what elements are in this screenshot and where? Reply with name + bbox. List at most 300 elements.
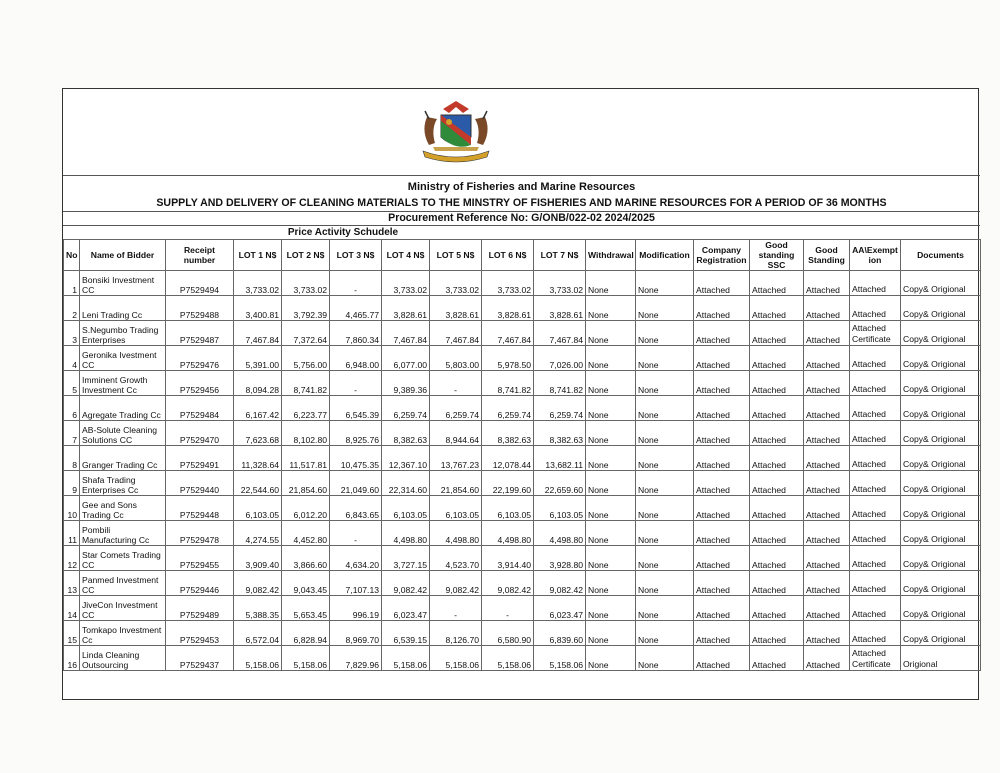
cell-company-reg: Attached [694,571,750,596]
cell-modification: None [636,396,694,421]
cell-modification: None [636,546,694,571]
cell-name: Star Comets Trading CC [80,546,166,571]
cell-lot2: 6,223.77 [282,396,330,421]
cell-receipt: P7529478 [166,521,234,546]
cell-receipt: P7529455 [166,546,234,571]
cell-lot4: 6,077.00 [382,346,430,371]
cell-lot7: 6,103.05 [534,496,586,521]
cell-lot4: 4,498.80 [382,521,430,546]
cell-modification: None [636,296,694,321]
cell-documents: Copy& Origional [901,571,981,596]
table-row [64,646,981,671]
cell-lot2: 7,372.64 [282,321,330,346]
cell-withdrawal: None [586,646,636,671]
cell-lot3: 7,860.34 [330,321,382,346]
column-header: Withdrawal [586,240,636,271]
cell-lot5: 9,082.42 [430,571,482,596]
cell-good-ssc: Attached [750,646,804,671]
cell-lot7: 13,682.11 [534,446,586,471]
cell-documents: Copy& Origional [901,296,981,321]
cell-lot2: 8,102.80 [282,421,330,446]
cell-good-standing: Attached [804,471,850,496]
cell-documents: Copy& Origional [901,446,981,471]
cell-documents: Copy& Origional [901,471,981,496]
cell-lot6: 3,733.02 [482,271,534,296]
cell-lot3: 4,634.20 [330,546,382,571]
cell-company-reg: Attached [694,521,750,546]
cell-lot1: 3,733.02 [234,271,282,296]
cell-lot6: 3,828.61 [482,296,534,321]
cell-name: Linda Cleaning Outsourcing [80,646,166,671]
cell-good-ssc: Attached [750,321,804,346]
cell-documents: Copy& Origional [901,346,981,371]
cell-lot6: 12,078.44 [482,446,534,471]
cell-lot3: - [330,521,382,546]
cell-name: Granger Trading Cc [80,446,166,471]
cell-receipt: P7529446 [166,571,234,596]
cell-lot6: 6,103.05 [482,496,534,521]
cell-lot7: 3,828.61 [534,296,586,321]
coat-of-arms-emblem [413,97,499,167]
cell-company-reg: Attached [694,496,750,521]
cell-lot1: 5,158.06 [234,646,282,671]
cell-lot3: 6,545.39 [330,396,382,421]
cell-lot5: - [430,596,482,621]
cell-good-ssc: Attached [750,346,804,371]
cell-aa: Attached Certificate [850,321,901,346]
cell-lot2: 5,158.06 [282,646,330,671]
cell-lot7: 3,733.02 [534,271,586,296]
cell-lot7: 22,659.60 [534,471,586,496]
cell-no: 3 [64,321,80,346]
cell-good-standing: Attached [804,371,850,396]
cell-withdrawal: None [586,396,636,421]
cell-documents: Copy& Origional [901,496,981,521]
table-row [64,546,981,571]
cell-lot2: 9,043.45 [282,571,330,596]
cell-documents: Copy& Origional [901,396,981,421]
cell-lot1: 11,328.64 [234,446,282,471]
table-body [64,271,981,671]
cell-receipt: P7529453 [166,621,234,646]
cell-no: 2 [64,296,80,321]
cell-modification: None [636,621,694,646]
cell-modification: None [636,421,694,446]
cell-name: Gee and Sons Trading Cc [80,496,166,521]
cell-documents: Copy& Origional [901,521,981,546]
cell-lot7: 7,467.84 [534,321,586,346]
cell-lot4: 8,382.63 [382,421,430,446]
cell-lot5: 21,854.60 [430,471,482,496]
cell-company-reg: Attached [694,396,750,421]
cell-lot6: 9,082.42 [482,571,534,596]
cell-lot6: 8,382.63 [482,421,534,446]
cell-good-ssc: Attached [750,296,804,321]
cell-lot1: 4,274.55 [234,521,282,546]
cell-good-ssc: Attached [750,446,804,471]
cell-no: 14 [64,596,80,621]
cell-documents: Origional [901,646,981,671]
cell-lot5: 5,158.06 [430,646,482,671]
table-row [64,371,981,396]
cell-lot3: 8,925.76 [330,421,382,446]
cell-lot4: 3,828.61 [382,296,430,321]
cell-lot1: 22,544.60 [234,471,282,496]
cell-receipt: P7529456 [166,371,234,396]
cell-documents: Copy& Origional [901,271,981,296]
cell-aa: Attached [850,521,901,546]
cell-company-reg: Attached [694,546,750,571]
cell-lot7: 6,023.47 [534,596,586,621]
cell-company-reg: Attached [694,271,750,296]
cell-good-ssc: Attached [750,396,804,421]
cell-lot6: 5,158.06 [482,646,534,671]
cell-good-ssc: Attached [750,521,804,546]
cell-receipt: P7529488 [166,296,234,321]
cell-name: Imminent Growth Investment Cc [80,371,166,396]
cell-no: 5 [64,371,80,396]
cell-lot1: 5,388.35 [234,596,282,621]
cell-lot7: 3,928.80 [534,546,586,571]
cell-withdrawal: None [586,296,636,321]
cell-withdrawal: None [586,521,636,546]
cell-withdrawal: None [586,621,636,646]
column-header: LOT 1 N$ [234,240,282,271]
table-row [64,596,981,621]
cell-lot3: - [330,371,382,396]
cell-good-standing: Attached [804,596,850,621]
cell-lot7: 5,158.06 [534,646,586,671]
cell-no: 15 [64,621,80,646]
cell-no: 16 [64,646,80,671]
cell-withdrawal: None [586,371,636,396]
cell-aa: Attached [850,496,901,521]
cell-withdrawal: None [586,546,636,571]
cell-lot5: 5,803.00 [430,346,482,371]
cell-company-reg: Attached [694,596,750,621]
cell-modification: None [636,521,694,546]
table-header-row [64,240,981,271]
cell-no: 7 [64,421,80,446]
cell-no: 4 [64,346,80,371]
column-header: LOT 3 N$ [330,240,382,271]
cell-lot4: 6,103.05 [382,496,430,521]
cell-lot4: 9,389.36 [382,371,430,396]
cell-lot1: 7,467.84 [234,321,282,346]
cell-documents: Copy& Origional [901,546,981,571]
table-row [64,396,981,421]
cell-lot4: 7,467.84 [382,321,430,346]
cell-no: 10 [64,496,80,521]
column-header: LOT 6 N$ [482,240,534,271]
cell-aa: Attached [850,571,901,596]
cell-aa: Attached [850,296,901,321]
cell-withdrawal: None [586,271,636,296]
cell-good-ssc: Attached [750,546,804,571]
table-row [64,496,981,521]
cell-lot6: 22,199.60 [482,471,534,496]
cell-receipt: P7529487 [166,321,234,346]
cell-modification: None [636,271,694,296]
cell-lot5: 6,103.05 [430,496,482,521]
cell-name: Geronika Ivestment CC [80,346,166,371]
tender-title: SUPPLY AND DELIVERY OF CLEANING MATERIALS TO THE MINSTRY OF FISHERIES AND MARINE RESOURCES FOR A PERIOD OF 36 MONTHS [156,197,887,209]
cell-lot3: 8,969.70 [330,621,382,646]
table-row [64,621,981,646]
cell-good-standing: Attached [804,321,850,346]
cell-lot5: 4,498.80 [430,521,482,546]
cell-lot2: 3,866.60 [282,546,330,571]
cell-lot3: 21,049.60 [330,471,382,496]
cell-lot2: 3,792.39 [282,296,330,321]
cell-receipt: P7529448 [166,496,234,521]
cell-good-ssc: Attached [750,421,804,446]
cell-good-standing: Attached [804,421,850,446]
cell-modification: None [636,471,694,496]
cell-documents: Copy& Origional [901,596,981,621]
cell-modification: None [636,371,694,396]
cell-modification: None [636,496,694,521]
cell-lot6: 8,741.82 [482,371,534,396]
cell-aa: Attached [850,621,901,646]
cell-lot5: 8,126.70 [430,621,482,646]
cell-lot2: 6,012.20 [282,496,330,521]
cell-withdrawal: None [586,571,636,596]
cell-modification: None [636,571,694,596]
cell-lot1: 5,391.00 [234,346,282,371]
cell-company-reg: Attached [694,621,750,646]
cell-receipt: P7529484 [166,396,234,421]
cell-good-ssc: Attached [750,621,804,646]
cell-lot3: 4,465.77 [330,296,382,321]
cell-good-ssc: Attached [750,271,804,296]
cell-lot5: 4,523.70 [430,546,482,571]
column-header: Documents [901,240,981,271]
cell-lot7: 4,498.80 [534,521,586,546]
cell-aa: Attached [850,546,901,571]
cell-name: AB-Solute Cleaning Solutions CC [80,421,166,446]
cell-company-reg: Attached [694,421,750,446]
cell-good-standing: Attached [804,546,850,571]
column-header: No [64,240,80,271]
table-row [64,321,981,346]
cell-company-reg: Attached [694,296,750,321]
cell-lot6: 6,580.90 [482,621,534,646]
cell-lot1: 3,400.81 [234,296,282,321]
cell-modification: None [636,596,694,621]
cell-aa: Attached [850,421,901,446]
cell-lot2: 21,854.60 [282,471,330,496]
cell-lot4: 6,259.74 [382,396,430,421]
cell-modification: None [636,321,694,346]
cell-withdrawal: None [586,471,636,496]
cell-company-reg: Attached [694,346,750,371]
cell-name: Agregate Trading Cc [80,396,166,421]
cell-no: 11 [64,521,80,546]
cell-aa: Attached [850,596,901,621]
column-header: Company Registration [694,240,750,271]
procurement-reference: Procurement Reference No: G/ONB/022-02 2024/2025 [388,212,655,224]
column-header: LOT 2 N$ [282,240,330,271]
cell-good-standing: Attached [804,496,850,521]
cell-lot4: 22,314.60 [382,471,430,496]
cell-withdrawal: None [586,421,636,446]
cell-lot5: 13,767.23 [430,446,482,471]
cell-aa: Attached [850,471,901,496]
cell-lot7: 9,082.42 [534,571,586,596]
table-row [64,446,981,471]
cell-lot1: 6,103.05 [234,496,282,521]
cell-lot3: 6,948.00 [330,346,382,371]
cell-lot5: 7,467.84 [430,321,482,346]
cell-lot1: 9,082.42 [234,571,282,596]
cell-receipt: P7529494 [166,271,234,296]
cell-lot7: 6,839.60 [534,621,586,646]
cell-lot1: 6,572.04 [234,621,282,646]
cell-lot2: 5,653.45 [282,596,330,621]
column-header: Receipt number [166,240,234,271]
table-row [64,571,981,596]
cell-lot2: 6,828.94 [282,621,330,646]
cell-lot1: 3,909.40 [234,546,282,571]
cell-lot2: 11,517.81 [282,446,330,471]
ministry-title: Ministry of Fisheries and Marine Resources [407,181,636,193]
cell-lot5: 3,733.02 [430,271,482,296]
cell-good-ssc: Attached [750,571,804,596]
cell-lot4: 12,367.10 [382,446,430,471]
cell-company-reg: Attached [694,446,750,471]
table-row [64,296,981,321]
price-activity-table [63,239,981,671]
column-header: Name of Bidder [80,240,166,271]
cell-lot2: 5,756.00 [282,346,330,371]
cell-company-reg: Attached [694,371,750,396]
cell-lot2: 4,452.80 [282,521,330,546]
cell-aa: Attached [850,346,901,371]
cell-lot3: 10,475.35 [330,446,382,471]
cell-good-standing: Attached [804,271,850,296]
cell-lot3: - [330,271,382,296]
cell-good-standing: Attached [804,521,850,546]
cell-withdrawal: None [586,596,636,621]
cell-lot5: 8,944.64 [430,421,482,446]
table-row [64,521,981,546]
cell-lot6: 5,978.50 [482,346,534,371]
cell-receipt: P7529489 [166,596,234,621]
cell-lot6: 4,498.80 [482,521,534,546]
cell-lot6: - [482,596,534,621]
cell-withdrawal: None [586,346,636,371]
cell-company-reg: Attached [694,471,750,496]
cell-documents: Copy& Origional [901,371,981,396]
cell-name: Pombili Manufacturing Cc [80,521,166,546]
tender-sheet [62,88,979,700]
cell-aa: Attached [850,371,901,396]
cell-name: Panmed Investment CC [80,571,166,596]
cell-lot6: 6,259.74 [482,396,534,421]
cell-lot6: 3,914.40 [482,546,534,571]
column-header: LOT 5 N$ [430,240,482,271]
cell-aa: Attached Certificate [850,646,901,671]
cell-name: S.Negumbo Trading Enterprises [80,321,166,346]
cell-lot1: 6,167.42 [234,396,282,421]
cell-lot2: 8,741.82 [282,371,330,396]
cell-modification: None [636,646,694,671]
cell-good-ssc: Attached [750,471,804,496]
cell-aa: Attached [850,396,901,421]
column-header: LOT 7 N$ [534,240,586,271]
cell-name: Shafa Trading Enterprises Cc [80,471,166,496]
cell-lot1: 8,094.28 [234,371,282,396]
table-row [64,471,981,496]
cell-withdrawal: None [586,446,636,471]
table-row [64,346,981,371]
cell-lot5: - [430,371,482,396]
cell-documents: Copy& Origional [901,421,981,446]
schedule-title: Price Activity Schudele [287,227,399,238]
cell-lot3: 6,843.65 [330,496,382,521]
cell-lot4: 6,023.47 [382,596,430,621]
column-header: Good Standing [804,240,850,271]
cell-lot4: 6,539.15 [382,621,430,646]
cell-receipt: P7529437 [166,646,234,671]
cell-company-reg: Attached [694,321,750,346]
cell-withdrawal: None [586,496,636,521]
column-header: AA\Exempt ion [850,240,901,271]
cell-lot4: 5,158.06 [382,646,430,671]
cell-no: 6 [64,396,80,421]
cell-good-ssc: Attached [750,371,804,396]
cell-no: 12 [64,546,80,571]
column-header: LOT 4 N$ [382,240,430,271]
cell-lot4: 3,727.15 [382,546,430,571]
cell-name: Leni Trading Cc [80,296,166,321]
column-header: Modification [636,240,694,271]
cell-good-standing: Attached [804,646,850,671]
table-row [64,271,981,296]
cell-no: 9 [64,471,80,496]
cell-lot7: 7,026.00 [534,346,586,371]
cell-receipt: P7529440 [166,471,234,496]
cell-lot3: 996.19 [330,596,382,621]
cell-good-standing: Attached [804,396,850,421]
cell-lot7: 8,741.82 [534,371,586,396]
cell-name: JiveCon Investment CC [80,596,166,621]
cell-good-standing: Attached [804,446,850,471]
cell-lot2: 3,733.02 [282,271,330,296]
cell-lot7: 8,382.63 [534,421,586,446]
cell-documents: Copy& Origional [901,621,981,646]
cell-name: Bonsiki Investment CC [80,271,166,296]
cell-no: 8 [64,446,80,471]
cell-documents: Copy& Origional [901,321,981,346]
table-row [64,421,981,446]
cell-lot3: 7,829.96 [330,646,382,671]
cell-aa: Attached [850,271,901,296]
cell-lot4: 9,082.42 [382,571,430,596]
cell-modification: None [636,446,694,471]
cell-name: Tomkapo Investment Cc [80,621,166,646]
cell-lot1: 7,623.68 [234,421,282,446]
cell-receipt: P7529491 [166,446,234,471]
cell-good-ssc: Attached [750,496,804,521]
cell-company-reg: Attached [694,646,750,671]
cell-good-standing: Attached [804,296,850,321]
cell-good-ssc: Attached [750,596,804,621]
cell-lot6: 7,467.84 [482,321,534,346]
cell-lot7: 6,259.74 [534,396,586,421]
cell-no: 13 [64,571,80,596]
